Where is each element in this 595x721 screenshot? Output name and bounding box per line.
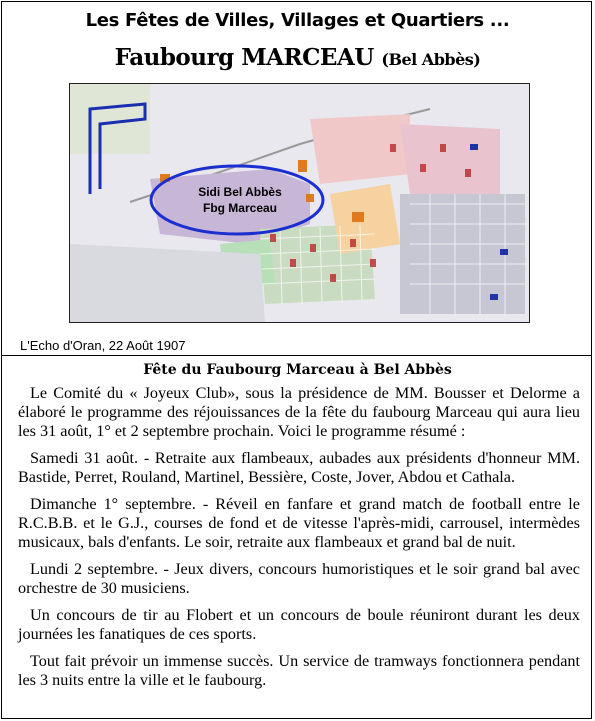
article-paragraph: Un concours de tir au Flobert et un concours de boule réuniront durant les deux journées les fanatiques de ces sports. <box>18 606 580 643</box>
subtitle-main: Faubourg MARCEAU <box>114 44 374 71</box>
page-subtitle <box>0 44 595 71</box>
page-title: Les Fêtes de Villes, Villages et Quartiers ... <box>85 10 510 31</box>
city-map-image <box>69 83 530 323</box>
article-paragraph: Dimanche 1° septembre. - Réveil en fanfare et grand match de football entre le R.C.B.B. et le G.J., courses de fond et de vitesse l'après-midi, carrousel, intermèdes musicaux, bals d'enfants. Le soir, retraite aux flambeaux et grand bal de nuit. <box>18 495 580 551</box>
subtitle-paren: (Bel Abbès) <box>381 50 481 69</box>
article-body <box>18 384 580 698</box>
article-paragraph: Lundi 2 septembre. - Jeux divers, concours humoristiques et le soir grand bal avec orchestre de 30 musiciens. <box>18 560 580 597</box>
article-title: Fête du Faubourg Marceau à Bel Abbès <box>143 362 452 378</box>
article-paragraph: Samedi 31 août. - Retraite aux flambeaux, aubades aux présidents d'honneur MM. Bastide, Perret, Rouland, Martinel, Bessière, Coste, Jover, Abdou et Cathala. <box>18 449 580 486</box>
article-paragraph: Le Comité du « Joyeux Club», sous la présidence de MM. Bousser et Delorme a élaboré le programme des réjouissances de la fête du faubourg Marceau qui aura lieu les 31 août, 1° et 2 septembre prochain. Voici le programme résumé : <box>18 384 580 440</box>
divider <box>2 355 591 356</box>
article-paragraph: Tout fait prévoir un immense succès. Un service de tramways fonctionnera pendant les 3 nuits entre la ville et le faubourg. <box>18 652 580 689</box>
map-label-faubourg: Fbg Marceau <box>202 201 278 215</box>
source-caption: L'Echo d'Oran, 22 Août 1907 <box>20 338 186 353</box>
map-label-city: Sidi Bel Abbès <box>198 185 282 199</box>
